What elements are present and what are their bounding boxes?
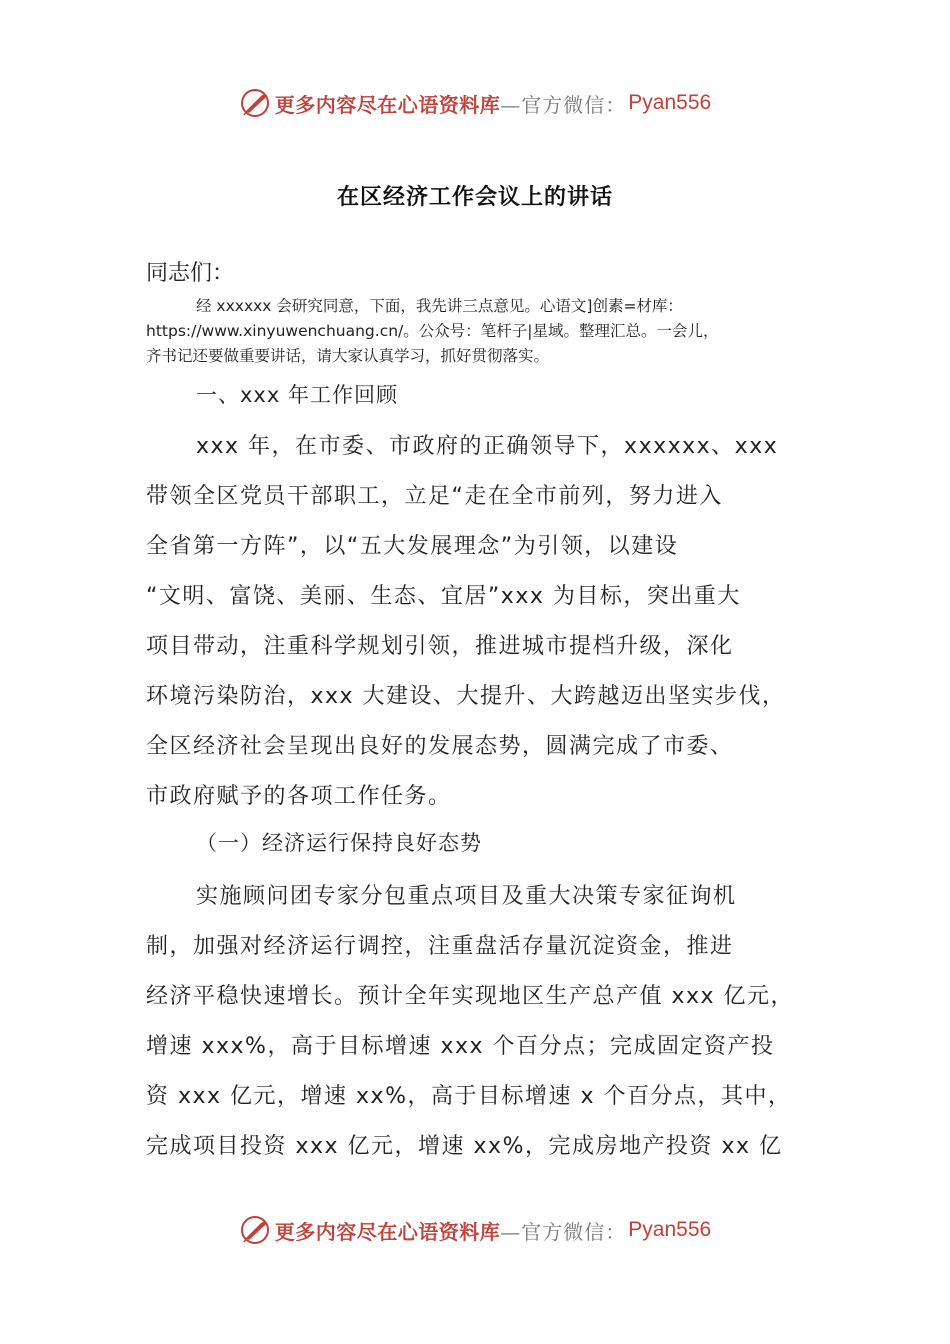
paragraph-line: 全区经济社会呈现出良好的发展态势，圆满完成了市委、 (146, 734, 734, 759)
banner-wechat-label: —官方微信： (500, 92, 627, 117)
paragraph-line: xxx 年，在市委、市政府的正确领导下，xxxxxx、xxx (196, 434, 779, 459)
header-banner (0, 83, 950, 123)
section-heading-review: 一、xxx 年工作回顾 (196, 383, 398, 407)
paragraph-line: 实施顾问团专家分包重点项目及重大决策专家征询机 (196, 884, 737, 909)
greeting: 同志们： (146, 261, 235, 286)
banner-wechat-handle: Pyan556 (628, 1218, 712, 1241)
paragraph-line: 项目带动，注重科学规划引领，推进城市提档升级，深化 (146, 634, 734, 659)
banner-brand-text: 更多内容尽在心语资料库 (274, 92, 501, 117)
quill-pen-logo-icon (239, 87, 271, 119)
review-paragraph (146, 422, 826, 822)
paragraph-line: 制，加强对经济运行调控，注重盘活存量沉淀资金，推进 (146, 934, 734, 959)
intro-paragraph (146, 294, 806, 369)
intro-line: https://www.xinyuwenchuang.cn/。公众号：笔杆子|星域。整理汇总。一会儿， (146, 322, 719, 340)
quill-pen-logo-icon (239, 1214, 271, 1246)
footer-banner (0, 1210, 950, 1250)
paragraph-line: 增速 xxx%，高于目标增速 xxx 个百分点；完成固定资产投 (146, 1034, 775, 1059)
paragraph-line: 完成项目投资 xxx 亿元，增速 xx%，完成房地产投资 xx 亿 (146, 1134, 783, 1159)
banner-brand-text: 更多内容尽在心语资料库 (274, 1219, 501, 1244)
economy-paragraph (146, 872, 826, 1172)
section-heading-economy: （一）经济运行保持良好态势 (196, 831, 482, 855)
intro-line: 经 xxxxxx 会研究同意，下面，我先讲三点意见。心语文]创素=材库： (196, 297, 683, 315)
paragraph-line: 环境污染防治，xxx 大建设、大提升、大跨越迈出坚实步伐， (146, 684, 786, 709)
banner-wechat-label: —官方微信： (500, 1219, 627, 1244)
paragraph-line: 带领全区党员干部职工，立足“走在全市前列，努力进入 (146, 484, 723, 509)
paragraph-line: 全省第一方阵”，以“五大发展理念”为引领，以建设 (146, 534, 679, 559)
intro-line: 齐书记还要做重要讲话，请大家认真学习，抓好贯彻落实。 (146, 347, 550, 365)
paragraph-line: 资 xxx 亿元，增速 xx%，高于目标增速 x 个百分点，其中， (146, 1084, 792, 1109)
paragraph-line: “文明、富饶、美丽、生态、宜居”xxx 为目标，突出重大 (146, 584, 741, 609)
document-title: 在区经济工作会议上的讲话 (336, 185, 613, 210)
paragraph-line: 市政府赋予的各项工作任务。 (146, 784, 452, 809)
banner-wechat-handle: Pyan556 (628, 91, 712, 114)
paragraph-line: 经济平稳快速增长。预计全年实现地区生产总产值 xxx 亿元， (146, 984, 795, 1009)
